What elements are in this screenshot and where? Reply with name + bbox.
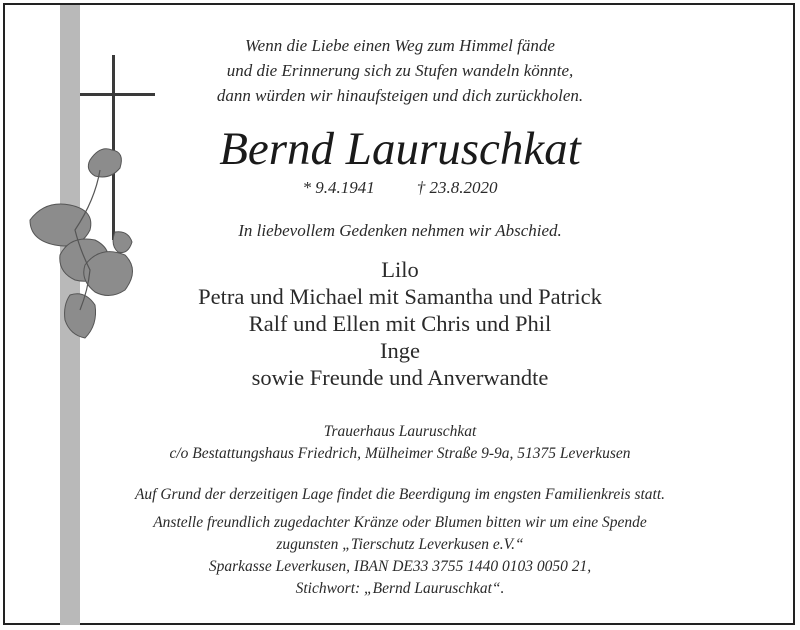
notice-line-1: Auf Grund der derzeitigen Lage findet die Beerdigung im engsten Familienkreis statt. bbox=[134, 486, 666, 503]
mourner-2: Petra und Michael mit Samantha und Patrick bbox=[198, 284, 602, 309]
notice-line-4: Sparkasse Leverkusen, IBAN DE33 3755 1440 0103 0050 21, bbox=[208, 558, 592, 575]
poem-line-2: und die Erinnerung sich zu Stufen wandeln könnte, bbox=[226, 61, 574, 80]
mourner-1: Lilo bbox=[381, 257, 419, 282]
death-date: † 23.8.2020 bbox=[416, 178, 498, 197]
mourner-5: sowie Freunde und Anverwandte bbox=[251, 365, 549, 390]
notice-line-2: Anstelle freundlich zugedachter Kränze oder Blumen bitten wir um eine Spende bbox=[153, 514, 647, 531]
poem-line-3: dann würden wir hinaufsteigen und dich zurückholen. bbox=[216, 86, 584, 105]
birth-date: * 9.4.1941 bbox=[302, 178, 375, 197]
address-line-2: c/o Bestattungshaus Friedrich, Mülheimer Straße 9-9a, 51375 Leverkusen bbox=[169, 445, 631, 462]
poem-line-1: Wenn die Liebe einen Weg zum Himmel fände bbox=[245, 36, 555, 55]
deceased-name: Bernd Lauruschkat bbox=[219, 123, 581, 175]
farewell-text: In liebevollem Gedenken nehmen wir Abschied. bbox=[238, 221, 562, 240]
mourner-3: Ralf und Ellen mit Chris und Phil bbox=[248, 311, 552, 336]
address-line-1: Trauerhaus Lauruschkat bbox=[323, 423, 477, 440]
life-dates bbox=[0, 178, 800, 198]
notice-line-3: zugunsten „Tierschutz Leverkusen e.V.“ bbox=[276, 536, 524, 553]
notice-line-5: Stichwort: „Bernd Lauruschkat“. bbox=[295, 580, 505, 597]
mourner-4: Inge bbox=[380, 338, 420, 363]
